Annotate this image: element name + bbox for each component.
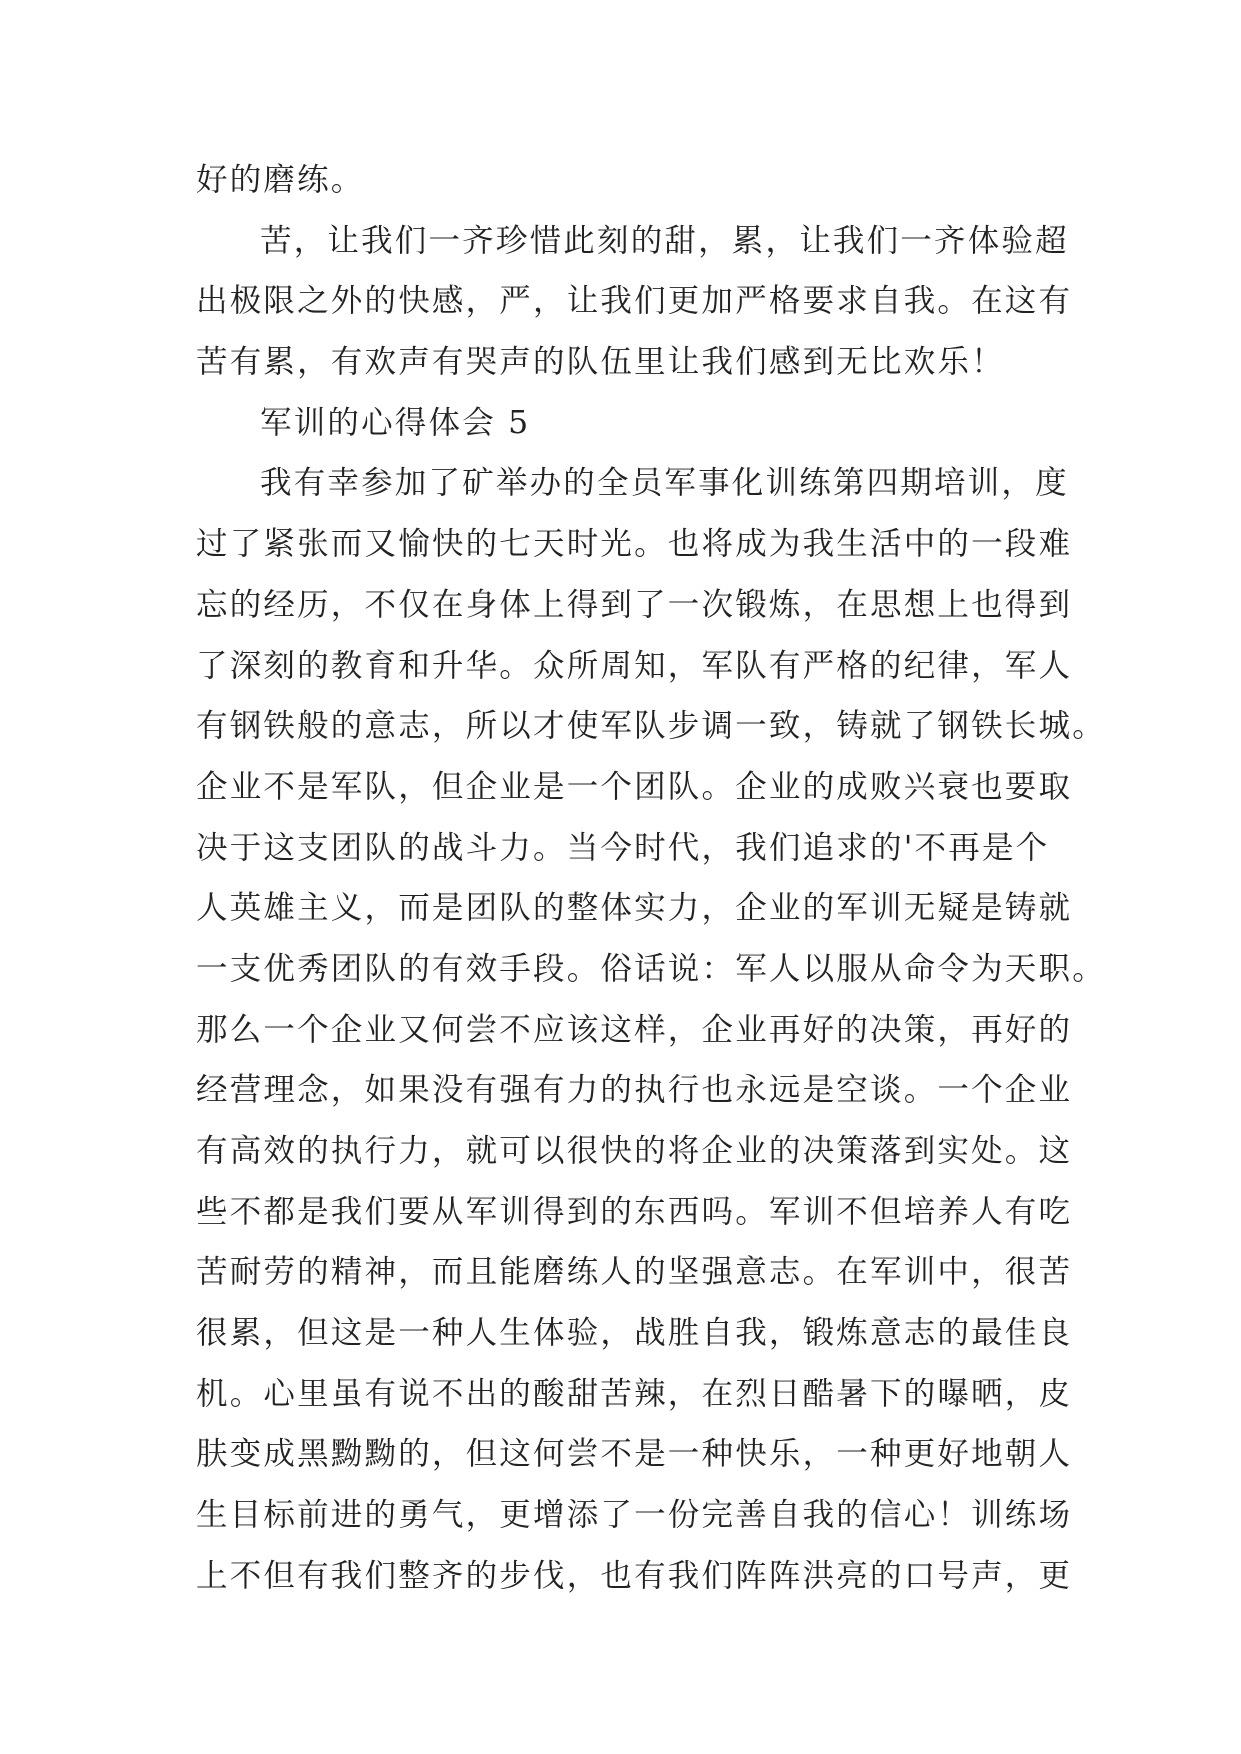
text-line: 上不但有我们整齐的步伐，也有我们阵阵洪亮的口号声，更	[196, 1557, 1073, 1594]
paragraph-first-line: 我有幸参加了矿举办的全员军事化训练第四期培训，度	[260, 465, 1069, 502]
text-line: 机。心里虽有说不出的酸甜苦辣，在烈日酷暑下的曝晒，皮	[196, 1375, 1073, 1412]
text-line: 些不都是我们要从军训得到的东西吗。军训不但培养人有吃	[196, 1193, 1073, 1230]
text-line: 很累，但这是一种人生体验，战胜自我，锻炼意志的最佳良	[196, 1315, 1073, 1352]
text-line: 了深刻的教育和升华。众所周知，军队有严格的纪律，军人	[196, 647, 1073, 684]
text-line: 苦有累，有欢声有哭声的队伍里让我们感到无比欢乐！	[196, 344, 1005, 381]
text-line: 肤变成黑黝黝的，但这何尝不是一种快乐，一种更好地朝人	[196, 1436, 1073, 1473]
text-line: 有钢铁般的意志，所以才使军队步调一致，铸就了钢铁长城。	[196, 708, 1106, 745]
text-line: 出极限之外的快感，严，让我们更加严格要求自我。在这有	[196, 283, 1073, 320]
text-line: 决于这支团队的战斗力。当今时代，我们追求的'不再是个	[196, 829, 1050, 866]
document-body	[196, 150, 1106, 1607]
text-line: 那么一个企业又何尝不应该这样，企业再好的决策，再好的	[196, 1011, 1073, 1048]
text-line: 忘的经历，不仅在身体上得到了一次锻炼，在思想上也得到	[196, 586, 1073, 623]
text-line: 生目标前进的勇气，更增添了一份完善自我的信心！训练场	[196, 1497, 1073, 1534]
text-line: 有高效的执行力，就可以很快的将企业的决策落到实处。这	[196, 1133, 1073, 1169]
text-line: 经营理念，如果没有强有力的执行也永远是空谈。一个企业	[196, 1072, 1073, 1109]
text-line: 人英雄主义，而是团队的整体实力，企业的军训无疑是铸就	[196, 890, 1073, 927]
paragraph-first-line: 苦，让我们一齐珍惜此刻的甜，累，让我们一齐体验超	[260, 222, 1069, 259]
text-line: 企业不是军队，但企业是一个团队。企业的成败兴衰也要取	[196, 768, 1073, 805]
text-line: 一支优秀团队的有效手段。俗话说：军人以服从命令为天职。	[196, 950, 1106, 987]
text-line: 过了紧张而又愉快的七天时光。也将成为我生活中的一段难	[196, 526, 1073, 563]
section-heading: 军训的心得体会 5	[260, 404, 531, 441]
text-line: 苦耐劳的精神，而且能磨练人的坚强意志。在军训中，很苦	[196, 1254, 1073, 1291]
text-line: 好的磨练。	[196, 162, 365, 198]
